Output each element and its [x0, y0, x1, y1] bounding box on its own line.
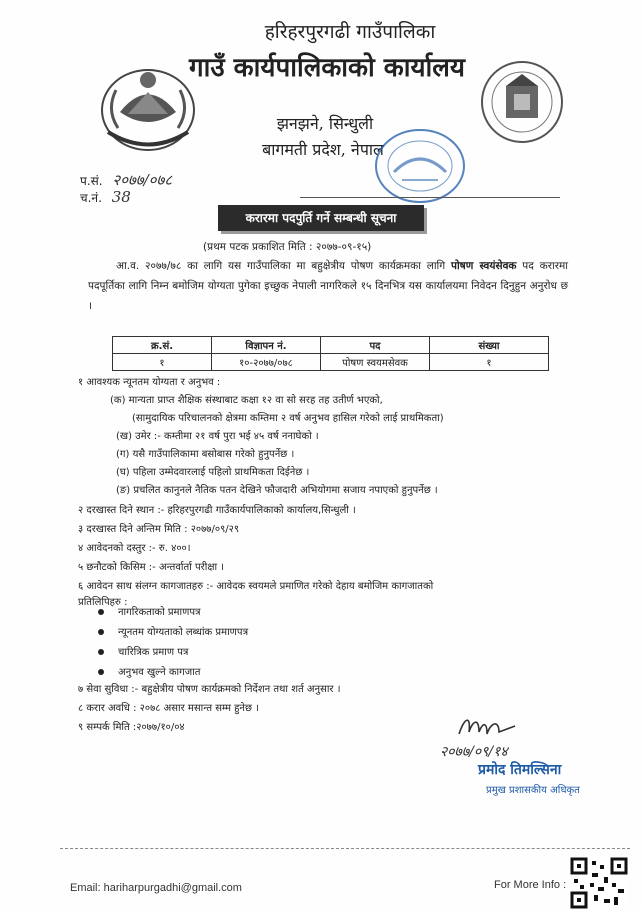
intro-bold-post: पोषण स्वयंसेवक: [451, 260, 517, 272]
section-3: ३ दरखास्त दिने अन्तिम मिति : २०७७/०९/२९: [78, 524, 240, 535]
section-1-e: (ङ) प्रचलित कानुनले नैतिक पतन देखिने फौजदारी अभियोगमा सजाय नपाएको हुनुपर्नेछ ।: [116, 485, 438, 496]
municipality-name: हरिहरपुरगढी गाउँपालिका: [264, 21, 436, 43]
signatory-name: प्रमोद तिमल्सिना: [478, 762, 562, 778]
table-header-row: [113, 337, 549, 354]
th-serial: क्र.सं.: [113, 337, 212, 354]
td-count: १: [430, 354, 549, 371]
section-8: ८ करार अवधि : २०७८ असार मसान्त सम्म हुनेछ ।: [78, 703, 259, 714]
header-divider: [300, 197, 560, 198]
section-1-b: (ख) उमेर :- कम्तीमा २१ वर्ष पुरा भई ४५ वर्ष ननाघेको ।: [116, 431, 319, 442]
th-advert-no: विज्ञापन नं.: [212, 337, 321, 354]
list-item-text: नागरिकताको प्रमाणपत्र: [118, 607, 201, 618]
section-1-a2: (सामुदायिक परिचालनको क्षेत्रमा कम्तिमा २ वर्ष अनुभव हासिल गरेको लाई प्राथमिकता): [132, 413, 444, 424]
bullet-icon: [98, 669, 104, 675]
list-item: [98, 664, 200, 678]
chalani-label: च.नं.: [80, 191, 102, 205]
chalani-number: [80, 188, 131, 206]
vacancy-table: [112, 336, 549, 371]
publish-date: (प्रथम पटक प्रकाशित मिति : २०७७-०९-१५): [203, 241, 372, 253]
section-1-d: (घ) पहिला उम्मेदवारलाई पहिलो प्राथमिकता दिईनेछ ।: [116, 467, 310, 478]
section-9: ९ सम्पर्क मिति :२०७७/१०/०४: [78, 722, 185, 733]
address-line-2: बागमती प्रदेश, नेपाल: [262, 140, 384, 159]
td-post: पोषण स्वयमसेवक: [321, 354, 430, 371]
qr-code-icon[interactable]: [570, 857, 628, 909]
signatory-title: प्रमुख प्रशासकीय अधिकृत: [486, 785, 580, 796]
patra-label: प.सं.: [80, 174, 103, 188]
municipality-logo-icon: [480, 60, 564, 144]
office-stamp-icon: [372, 126, 468, 206]
intro-text-1: आ.व. २०७७/७८ का लागि यस गाउँपालिका मा बहुक्षेत्रीय पोषण कार्यक्रमका लागि: [116, 260, 446, 272]
bullet-icon: [98, 629, 104, 635]
patra-value: २०७७/०७८: [112, 171, 173, 189]
intro-text-2: पद करारमा पदपूर्तिका लागि निम्न बमोजिम योग्यता पुगेका इच्छुक नेपाली नागरिकले १५ दिनभित्र यस कार्यालयमा निवेदन दिनुहुन अनुरोध छ ।: [88, 260, 569, 312]
list-item-text: अनुभव खुल्ने कागजात: [118, 667, 201, 678]
section-6: ६ आवेदन साथ संलग्न कागजातहरु :- आवेदक स्वयमले प्रमाणित गरेको देहाय बमोजिम कागजातको: [78, 581, 434, 592]
th-count: संख्या: [430, 337, 549, 354]
footer-divider: [60, 848, 630, 849]
patra-sankhya: [80, 170, 172, 190]
table-row: [113, 354, 549, 371]
chalani-value: 38: [111, 188, 131, 206]
intro-paragraph: [88, 256, 568, 316]
section-1-heading: १ आवश्यक न्यूनतम योग्यता र अनुभव :: [78, 377, 221, 388]
section-1-c: (ग) यसै गाउँपालिकामा बसोबास गरेको हुनुपर्नेछ ।: [116, 449, 295, 460]
notice-title: करारमा पदपुर्ति गर्ने सम्बन्धी सूचना: [218, 205, 424, 231]
list-item-text: न्यूनतम योग्यताको लब्धांक प्रमाणपत्र: [118, 627, 249, 638]
list-item: [98, 604, 201, 618]
signature-date: २०७७/०९/१४: [440, 744, 508, 760]
list-item: [98, 644, 188, 658]
list-item: [98, 624, 248, 638]
td-serial: १: [113, 354, 212, 371]
td-advert-no: १०-२०७७/०७८: [212, 354, 321, 371]
section-6-b: प्रतिलिपिहरु :: [78, 597, 128, 608]
bullet-icon: [98, 609, 104, 615]
section-4: ४ आवेदनको दस्तुर :- रु. ४००।: [78, 543, 191, 554]
signature-icon: [455, 712, 525, 742]
footer-more-info: For More Info :: [494, 879, 567, 891]
section-1-a: (क) मान्यता प्राप्त शैक्षिक संस्थाबाट कक्षा १२ वा सो सरह तह उतीर्ण भएको,: [110, 395, 383, 406]
footer-email: Email: hariharpurgadhi@gmail.com: [70, 882, 242, 894]
address-line-1: झनझने, सिन्धुली: [276, 114, 374, 133]
section-7: ७ सेवा सुविधा :- बहुक्षेत्रीय पोषण कार्यक्रमको निर्देशन तथा शर्त अनुसार ।: [78, 684, 341, 695]
th-post: पद: [321, 337, 430, 354]
bullet-icon: [98, 649, 104, 655]
section-5: ५ छनौटको किसिम :- अन्तर्वार्ता परीक्षा ।: [78, 562, 225, 573]
office-name: गाउँ कार्यपालिकाको कार्यालय: [189, 53, 465, 83]
list-item-text: चारित्रिक प्रमाण पत्र: [118, 647, 189, 658]
section-2: २ दरखास्त दिने स्थान :- हरिहरपुरगढी गाउँकार्यपालिकाको कार्यालय,सिन्धुली ।: [78, 505, 356, 516]
